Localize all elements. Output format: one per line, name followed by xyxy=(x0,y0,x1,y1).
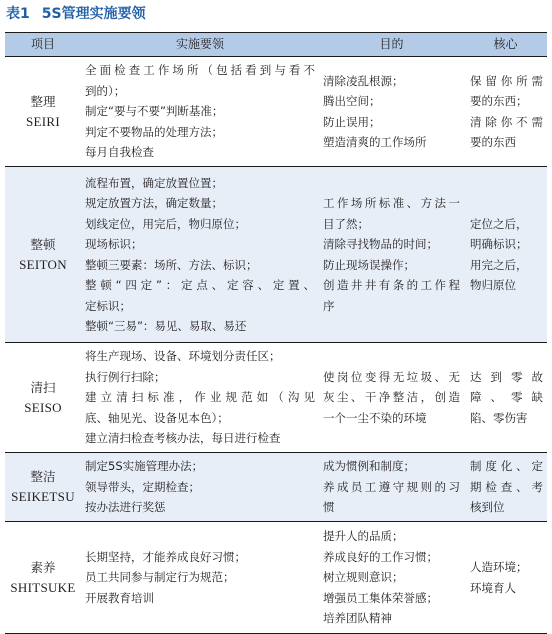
purpose-line: 腾出空间； xyxy=(323,94,381,108)
purpose-cell xyxy=(319,167,464,343)
purpose-line: 提升人的品质； xyxy=(323,529,404,544)
essentials-line: 将生产现场、设备、环境划分责任区； xyxy=(85,349,281,364)
item-name-zh: 整洁 xyxy=(30,469,56,484)
essentials-line: 规定放置方法，确定数量； xyxy=(85,196,223,210)
essentials-line: 按办法进行奖惩 xyxy=(85,500,166,515)
table-caption xyxy=(6,2,146,26)
core-line: 定位之后， xyxy=(470,216,528,231)
item-name-en: SEITON xyxy=(19,256,67,272)
header-essentials: 实施要领 xyxy=(81,33,319,57)
purpose-line: 惯 xyxy=(323,500,335,515)
purpose-cell xyxy=(319,57,464,167)
table-row xyxy=(5,453,547,522)
essentials-cell xyxy=(81,57,319,167)
5s-table xyxy=(5,32,547,634)
essentials-cell xyxy=(81,167,319,343)
item-cell xyxy=(5,57,81,167)
purpose-cell xyxy=(319,343,464,453)
purpose-line: 养成良好的工作习惯； xyxy=(323,549,438,564)
essentials-line: 执行例行扫除； xyxy=(85,369,166,384)
essentials-line: 建立清扫标准，作业规范如（沟见 xyxy=(85,390,315,405)
essentials-line: 底、轴见光、设备见本色）； xyxy=(85,410,229,425)
essentials-line: 长期坚持，才能养成良好习惯； xyxy=(85,549,246,564)
header-item: 项目 xyxy=(5,33,81,57)
header-row xyxy=(5,33,547,57)
item-cell xyxy=(5,522,81,634)
core-line: 清除你不需 xyxy=(470,114,543,129)
purpose-cell xyxy=(319,453,464,522)
item-name-en: SEIRI xyxy=(26,113,60,129)
essentials-line: 整顿“三易”：易见、易取、易还 xyxy=(85,319,247,333)
table-number: 表1 xyxy=(6,6,30,22)
core-line: 要的东西； xyxy=(470,94,528,108)
core-line: 环境育人 xyxy=(470,580,516,595)
purpose-line: 清除寻找物品的时间； xyxy=(323,237,438,251)
core-line: 保留你所需 xyxy=(470,73,543,88)
core-line: 明确标识； xyxy=(470,237,528,251)
header-core: 核心 xyxy=(464,33,547,57)
item-name-zh: 清扫 xyxy=(30,379,56,395)
table-row xyxy=(5,167,547,343)
core-line: 要的东西 xyxy=(470,135,516,149)
purpose-line: 工作场所标准、方法一 xyxy=(323,196,460,210)
essentials-line: 制定“要与不要”判断基准； xyxy=(85,104,224,119)
core-line: 物归原位 xyxy=(470,278,516,292)
table-row xyxy=(5,343,547,453)
essentials-line: 判定不要物品的处理方法； xyxy=(85,124,223,139)
purpose-line: 使岗位变得无垃圾、无 xyxy=(323,369,460,384)
essentials-line: 员工共同参与制定行为规范； xyxy=(85,570,235,585)
essentials-line: 到的）； xyxy=(85,83,126,98)
essentials-line: 每月自我检查 xyxy=(85,145,154,160)
core-cell xyxy=(464,343,547,453)
purpose-line: 清除凌乱根源； xyxy=(323,73,404,88)
core-line: 陷、零伤害 xyxy=(470,410,528,425)
purpose-line: 养成员工遵守规则的习 xyxy=(323,479,460,494)
core-cell xyxy=(464,167,547,343)
item-name-zh: 整理 xyxy=(30,93,56,109)
essentials-line: 划线定位，用完后，物归原位； xyxy=(85,216,246,231)
essentials-line: 定标识； xyxy=(85,298,131,313)
core-line: 制度化、定 xyxy=(470,459,543,474)
core-line: 障、零缺 xyxy=(470,390,543,405)
essentials-cell xyxy=(81,522,319,634)
table-row xyxy=(5,522,547,634)
essentials-line: 建立清扫检查考核办法，每日进行检查 xyxy=(85,431,281,446)
essentials-line: 现场标识； xyxy=(85,237,143,251)
essentials-cell xyxy=(81,343,319,453)
purpose-line: 防止现场误操作； xyxy=(323,257,415,272)
item-name-zh: 素养 xyxy=(30,559,56,575)
core-cell xyxy=(464,453,547,522)
essentials-line: 整顿“四定”：定点、定容、定置、 xyxy=(85,278,315,292)
purpose-line: 培养团队精神 xyxy=(323,611,392,626)
item-cell xyxy=(5,343,81,453)
purpose-line: 创造井井有条的工作程 xyxy=(323,278,460,292)
purpose-line: 树立规则意识； xyxy=(323,570,404,585)
essentials-line: 制定5S实施管理办法； xyxy=(85,459,204,474)
essentials-line: 领导带头，定期检查； xyxy=(85,479,200,494)
item-cell xyxy=(5,167,81,343)
core-cell xyxy=(464,57,547,167)
essentials-line: 全面检查工作场所（包括看到与看不 xyxy=(85,63,315,78)
purpose-line: 序 xyxy=(323,298,335,313)
purpose-line: 成为惯例和制度； xyxy=(323,459,415,474)
purpose-line: 一个一尘不染的环境 xyxy=(323,410,427,425)
item-cell xyxy=(5,453,81,522)
item-name-en: SEISO xyxy=(24,399,62,415)
item-name-en: SHITSUKE xyxy=(10,579,76,595)
item-name-zh: 整顿 xyxy=(30,236,56,252)
table-row xyxy=(5,57,547,167)
core-line: 用完之后， xyxy=(470,257,528,272)
core-line: 核到位 xyxy=(470,500,505,515)
table-title: 5S管理实施要领 xyxy=(41,6,146,22)
essentials-cell xyxy=(81,453,319,522)
core-cell xyxy=(464,522,547,634)
purpose-line: 目了然； xyxy=(323,216,369,231)
core-line: 人造环境； xyxy=(470,560,528,574)
purpose-line: 防止误用； xyxy=(323,114,381,129)
purpose-cell xyxy=(319,522,464,634)
purpose-line: 塑造清爽的工作场所 xyxy=(323,135,427,149)
purpose-line: 灰尘、干净整洁，创造 xyxy=(323,390,460,405)
essentials-line: 流程布置，确定放置位置； xyxy=(85,175,223,190)
header-purpose: 目的 xyxy=(319,33,464,57)
essentials-line: 开展教育培训 xyxy=(85,590,154,605)
core-line: 达到零故 xyxy=(470,369,543,384)
core-line: 期检查、考 xyxy=(470,479,543,494)
purpose-line: 增强员工集体荣誉感； xyxy=(323,590,438,605)
item-name-en: SEIKETSU xyxy=(11,489,75,504)
essentials-line: 整顿三要素：场所、方法、标识； xyxy=(85,257,258,272)
